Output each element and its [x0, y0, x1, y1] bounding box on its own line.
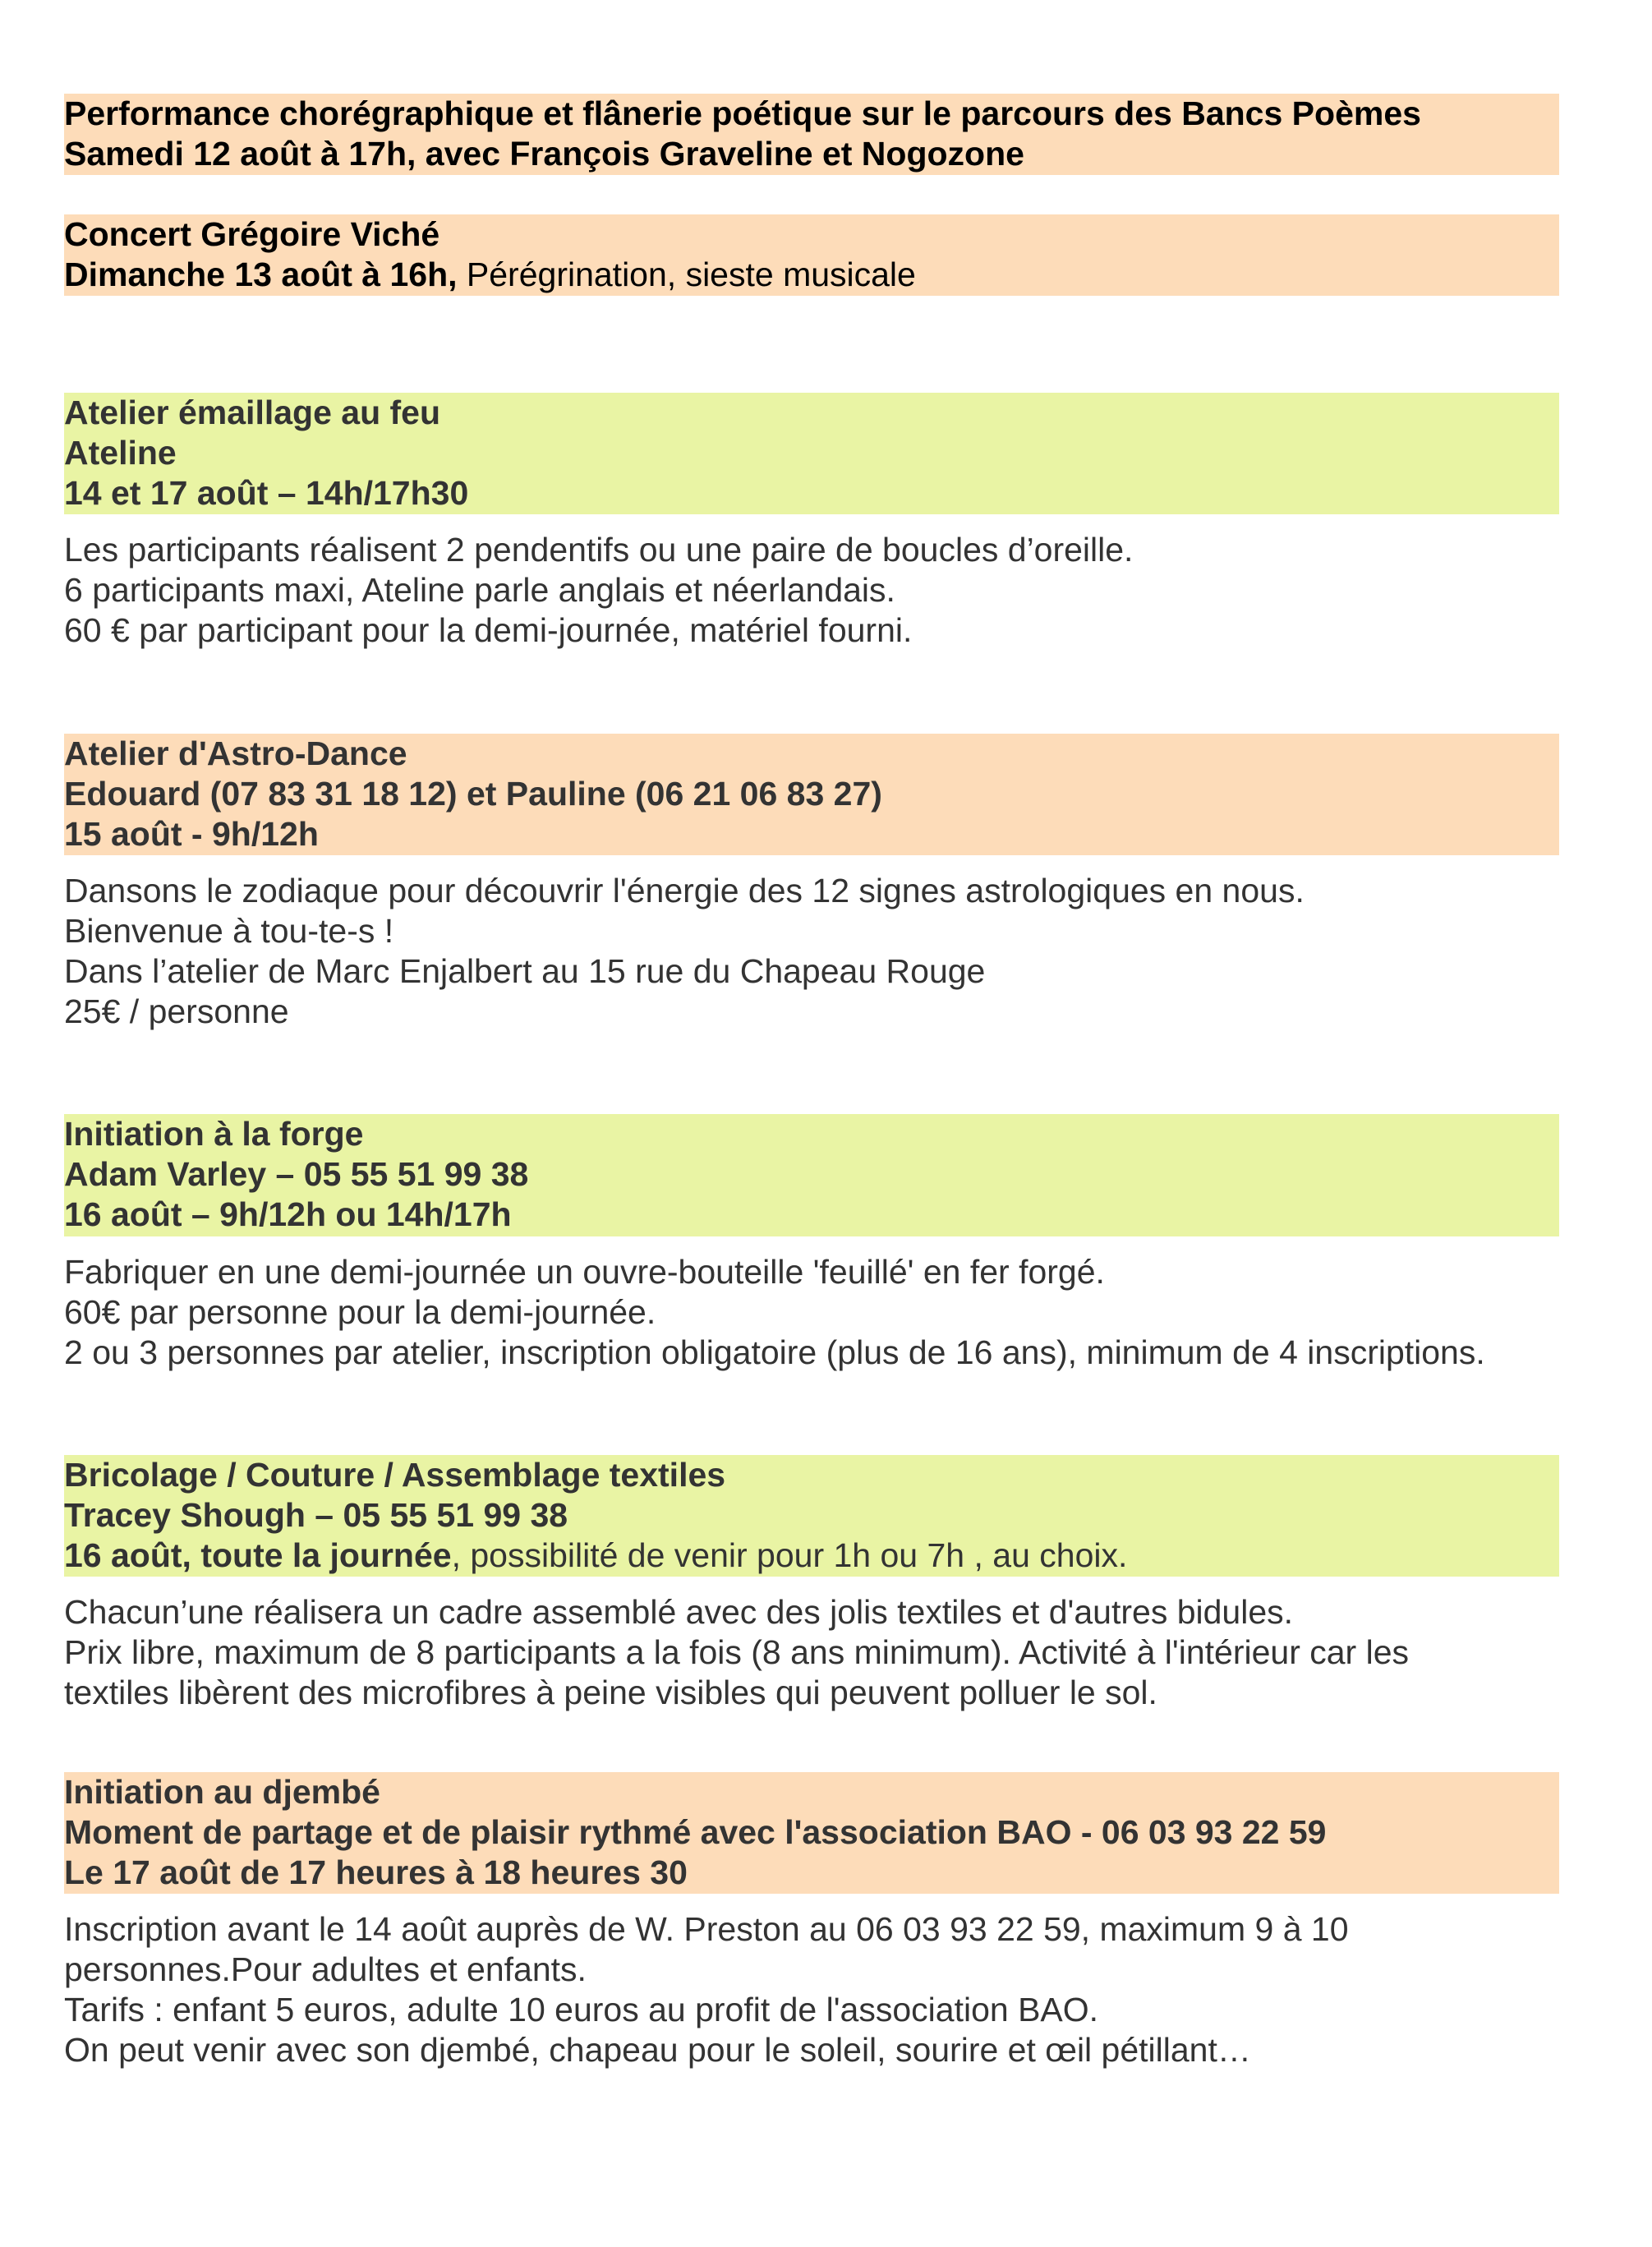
event-date: 16 août – 9h/12h ou 14h/17h [64, 1195, 512, 1233]
event-date: Le 17 août de 17 heures à 18 heures 30 [64, 1853, 688, 1891]
event-body-line: personnes.Pour adultes et enfants. [64, 1950, 587, 1988]
event-date: Samedi 12 août à 17h, avec François Graveline et Nogozone [64, 135, 1024, 173]
event-body-line: textiles libèrent des microfibres à peine visibles qui peuvent polluer le sol. [64, 1674, 1157, 1711]
event-body-line: 60€ par personne pour la demi-journée. [64, 1293, 656, 1331]
event-subtitle: Pérégrination, sieste musicale [457, 256, 916, 293]
event-body-djembe [64, 1909, 1608, 2070]
event-body-line: 25€ / personne [64, 992, 289, 1030]
event-header-djembe [64, 1772, 1559, 1894]
event-date: 15 août - 9h/12h [64, 815, 319, 853]
event-title: Performance chorégraphique et flânerie poétique sur le parcours des Bancs Poèmes [64, 94, 1421, 132]
event-body-emaillage [64, 530, 1608, 651]
event-title: Initiation à la forge [64, 1115, 364, 1153]
event-title: Bricolage / Couture / Assemblage textiles [64, 1456, 726, 1494]
event-host: Edouard (07 83 31 18 12) et Pauline (06 21 06 83 27) [64, 775, 882, 813]
event-body-astro-dance [64, 871, 1608, 1032]
event-title: Initiation au djembé [64, 1773, 380, 1811]
event-host: Moment de partage et de plaisir rythmé avec l'association BAO - 06 03 93 22 59 [64, 1813, 1327, 1851]
event-body-line: 2 ou 3 personnes par atelier, inscription obligatoire (plus de 16 ans), minimum de 4 inscriptions. [64, 1333, 1485, 1371]
event-body-line: Dansons le zodiaque pour découvrir l'énergie des 12 signes astrologiques en nous. [64, 872, 1305, 909]
event-header-forge [64, 1114, 1559, 1236]
event-header-emaillage [64, 393, 1559, 514]
event-body-forge [64, 1252, 1608, 1373]
event-title: Atelier d'Astro-Dance [64, 734, 407, 772]
event-body-line: Fabriquer en une demi-journée un ouvre-bouteille 'feuillé' en fer forgé. [64, 1253, 1105, 1291]
event-header-performance [64, 94, 1559, 175]
event-header-astro-dance [64, 734, 1559, 855]
event-body-bricolage [64, 1592, 1608, 1713]
event-subtitle: , possibilité de venir pour 1h ou 7h , au choix. [451, 1536, 1128, 1574]
event-header-concert [64, 214, 1559, 296]
event-body-line: Dans l’atelier de Marc Enjalbert au 15 rue du Chapeau Rouge [64, 952, 986, 990]
event-title: Concert Grégoire Viché [64, 215, 440, 253]
event-body-line: Inscription avant le 14 août auprès de W. Preston au 06 03 93 22 59, maximum 9 à 10 [64, 1910, 1349, 1948]
event-body-line: Tarifs : enfant 5 euros, adulte 10 euros au profit de l'association BAO. [64, 1991, 1099, 2028]
event-body-line: Bienvenue à tou-te-s ! [64, 912, 394, 950]
event-host: Ateline [64, 434, 177, 472]
event-body-line: Les participants réalisent 2 pendentifs ou une paire de boucles d’oreille. [64, 531, 1134, 569]
event-date: Dimanche 13 août à 16h, [64, 256, 458, 293]
event-host: Tracey Shough – 05 55 51 99 38 [64, 1496, 568, 1534]
event-body-line: 60 € par participant pour la demi-journée, matériel fourni. [64, 611, 913, 649]
event-body-line: 6 participants maxi, Ateline parle anglais et néerlandais. [64, 571, 895, 609]
event-body-line: Chacun’une réalisera un cadre assemblé avec des jolis textiles et d'autres bidules. [64, 1593, 1294, 1631]
event-header-bricolage [64, 1455, 1559, 1577]
event-date: 14 et 17 août – 14h/17h30 [64, 474, 469, 512]
event-body-line: On peut venir avec son djembé, chapeau pour le soleil, sourire et œil pétillant… [64, 2031, 1251, 2069]
event-title: Atelier émaillage au feu [64, 394, 441, 431]
event-date: 16 août, toute la journée [64, 1536, 452, 1574]
event-host: Adam Varley – 05 55 51 99 38 [64, 1155, 529, 1193]
event-body-line: Prix libre, maximum de 8 participants a la fois (8 ans minimum). Activité à l'intérieur car les [64, 1633, 1409, 1671]
